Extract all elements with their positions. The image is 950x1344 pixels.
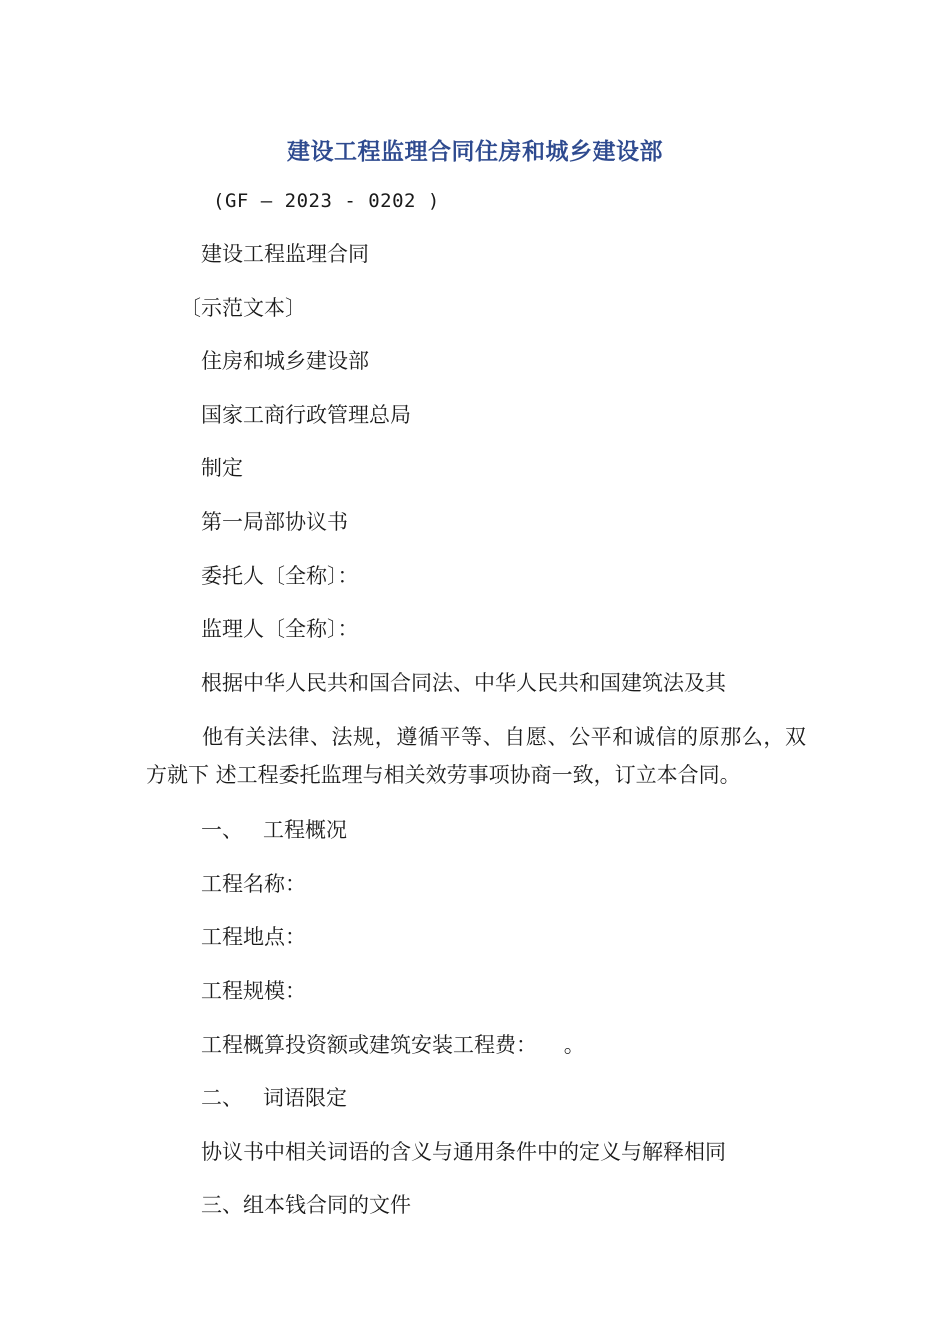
section-1-heading: 一、 工程概况 <box>201 818 348 842</box>
legal-basis-line: 根据中华人民共和国合同法、中华人民共和国建筑法及其 <box>201 671 726 695</box>
issuer-ministry: 住房和城乡建设部 <box>201 349 369 373</box>
project-name-field: 工程名称： <box>201 872 306 896</box>
model-text-label: 〔示范文本〕 <box>180 296 306 320</box>
terms-definition-text: 协议书中相关词语的含义与通用条件中的定义与解释相同 <box>201 1140 726 1164</box>
section-2-heading: 二、 词语限定 <box>201 1086 348 1110</box>
project-scale-field: 工程规模： <box>201 979 306 1003</box>
section-3-heading: 三、组本钱合同的文件 <box>201 1193 411 1217</box>
made-by-label: 制定 <box>201 456 243 480</box>
project-location-field: 工程地点： <box>201 925 306 949</box>
supervisor-field: 监理人〔全称〕： <box>201 617 359 641</box>
document-title: 建设工程监理合同住房和城乡建设部 <box>287 139 663 165</box>
document-code: (GF — 2023 - 0202 ) <box>213 190 440 212</box>
part-one-heading: 第一局部协议书 <box>201 510 348 534</box>
principal-field: 委托人〔全称〕： <box>201 564 359 588</box>
issuer-administration: 国家工商行政管理总局 <box>201 403 411 427</box>
contract-name: 建设工程监理合同 <box>201 242 369 266</box>
project-budget-field: 工程概算投资额或建筑安装工程费： 。 <box>201 1033 585 1057</box>
agreement-paragraph: 他有关法律、法规，遵循平等、自愿、公平和诚信的原那么，双方就下 述工程委托监理与相关效劳事项协商一致，订立本合同。 <box>146 725 806 787</box>
